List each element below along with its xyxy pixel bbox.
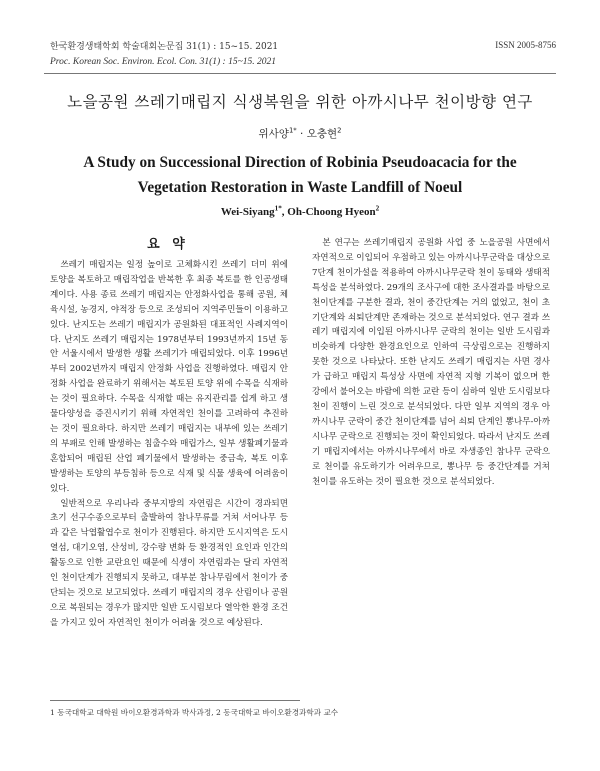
authors-korean — [0, 126, 600, 141]
authors-english — [0, 206, 600, 218]
author-2-en-affil: 2 — [375, 204, 380, 213]
author-separator-en: , — [281, 206, 288, 218]
journal-en: Proc. Korean Soc. Environ. Ecol. Con. 31(1) : 15~15. 2021 — [50, 57, 276, 67]
header-rule — [44, 73, 556, 74]
author-1-ko-affil: 1* — [288, 126, 297, 135]
author-1-ko: 위사양 — [258, 128, 289, 140]
journal-header — [50, 40, 278, 70]
author-2-en: Oh-Choong Hyeon — [287, 206, 376, 218]
title-english: A Study on Successional Direction of Robinia Pseudoacacia for the Vegetation Restoration in Waste Landfill of Noeul — [83, 154, 517, 196]
abstract-paragraph: 일반적으로 우리나라 중부지방의 자연림은 시간이 경과되면 초기 선구수종으로부터 출발하여 참나무류를 거쳐 서어나무 등과 같은 낙엽활엽수로 천이가 진행된다. 하지만 도시지역은 도시열섬, 대기오염, 산성비, 강수량 변화 등 환경적인 요인과 인간의 활동으로 인한 교란요인 때문에 식생이 자연림과는 달리 자연적인 천이단계가 진행되지 못하고, 대부분 참나무림에서 천이가 중단되는 것으로 보고되었다. 쓰레기 매립지의 경우 산림이나 공원으로 복원되는 경우가 많지만 일반 도시림보다 열악한 환경 조건을 가지고 있어 자연적인 천이가 어려울 것으로 예상된다. — [50, 498, 288, 628]
abstract-paragraph: 본 연구는 쓰레기매립지 공원화 사업 중 노을공원 사면에서 자연적으로 이입되어 우점하고 있는 아까시나무군락을 대상으로 7단계 천이가설을 적용하여 아까시나무군락 천이 동태와 생태적 특성을 분석하였다. 29개의 조사구에 대한 조사결과를 바탕으로 천이단계를 구분한 결과, 천이 중간단계는 거의 없었고, 천이 초기단계와 쇠퇴단계만 존재하는 것으로 분석되었다. 연구 결과 쓰레기 매립지에 이입된 아까시나무 군락의 천이는 일반 도시림과 비슷하게 다양한 환경요인으로 인하여 극상림으로는 진행하지 못한 것으로 나타났다. 또한 난지도 쓰레기 매립지는 사면 경사가 급하고 매립지 특성상 사면에 자연적 지형 기복이 없으며 한강에서 불어오는 바람에 의한 교란 등이 심하여 일반 도시림보다 천이 진행이 느린 것으로 분석되었다. 다만 일부 지역의 경우 아까시나무 군락이 중간 천이단계를 넘어 쇠퇴 단계인 뽕나무-아까시나무 군락으로 진행되는 것이 확인되었다. 따라서 난지도 쓰레기 매립지에서는 아까시나무에서 바로 자생종인 참나무 군락으로 천이를 유도하기가 어려우므로, 뽕나무 등 중간단계를 거쳐 천이를 유도하는 것이 필요한 것으로 분석되었다. — [312, 238, 550, 487]
abstract-heading: 요 약 — [147, 237, 189, 252]
title-korean: 노을공원 쓰레기매립지 식생복원을 위한 아까시나무 천이방향 연구 — [67, 93, 533, 111]
journal-ko: 한국환경생태학회 학술대회논문집 31(1) : 15~15. 2021 — [50, 42, 279, 52]
author-1-en: Wei-Siyang — [220, 206, 275, 218]
abstract-paragraph: 쓰레기 매립지는 일정 높이로 고체화시킨 쓰레기 더미 위에 토양을 복토하고 매립작업을 반복한 후 최종 복토를 한 인공생태계이다. 사용 종료 쓰레기 매립지는 안정화사업을 통해 공원, 체육시설, 농경지, 야적장 등으로 조성되어 지역주민들이 이용하고 있다. 난지도는 쓰레기 매립지가 공원화된 대표적인 사례지역이다. 난지도 쓰레기 매립지는 1978년부터 1993년까지 15년 동안 서울시에서 발생한 생활 쓰레기가 매립되었다. 이후 1996년부터 2002년까지 매립지 안정화 사업을 진행하였다. 매립지 안정화 사업을 완료하기 위해서는 복토된 토양 위에 수목을 식재하는 것이 필요하다. 수목을 식재할 때는 유지관리를 쉽게 하고 생물다양성을 증진시키기 위해 자연적인 천이를 고려하여 추진하는 것이 필요하다. 하지만 쓰레기 매립지는 내부에 있는 쓰레기의 부패로 인해 발생하는 침출수와 매립가스, 일부 생활폐기물과 혼합되어 매립된 산업 폐기물에서 발생하는 중금속, 복토 이후 발생하는 토양의 부등침하 등으로 식재 및 식물 생육에 어려움이 있다. — [50, 260, 288, 494]
footnote-rule — [50, 700, 300, 701]
author-separator-ko: · — [296, 128, 307, 140]
author-1-en-affil: 1* — [274, 204, 282, 213]
footnote: 1 동국대학교 대학원 바이오환경과학과 박사과정, 2 동국대학교 바이오환경과학과 교수 — [50, 708, 339, 717]
abstract-left-column — [50, 258, 288, 631]
author-2-ko: 오충현 — [306, 128, 338, 140]
author-2-ko-affil: 2 — [337, 126, 342, 135]
issn: ISSN 2005-8756 — [495, 40, 556, 50]
abstract-right-column — [312, 236, 550, 489]
